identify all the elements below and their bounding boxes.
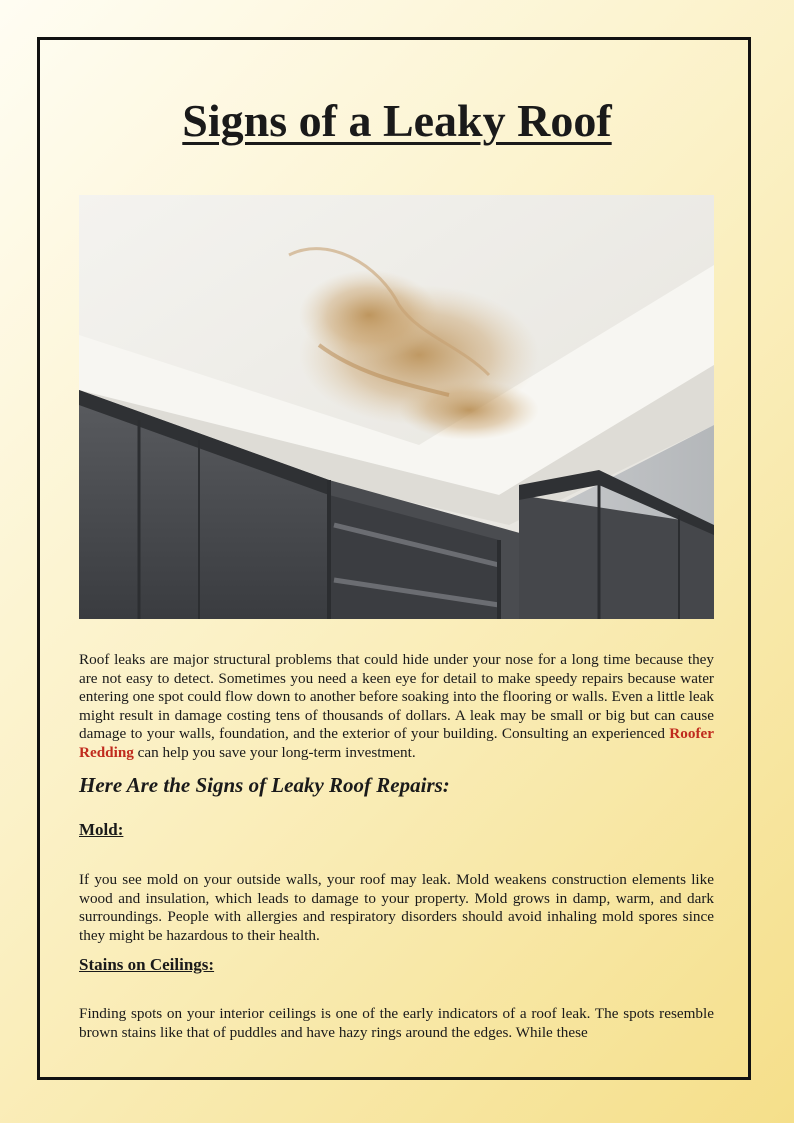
mold-paragraph: If you see mold on your outside walls, your roof may leak. Mold weakens construction elements like wood and insulation, which leads to damage to your property. Mold grows in damp, warm, and dark surroundings. People with allergies and respiratory disorders should avoid inhaling mold spores since they might be hazardous to their health. (79, 871, 714, 944)
stains-paragraph: Finding spots on your interior ceilings is one of the early indicators of a roof leak. The spots resemble brown stains like that of puddles and have hazy rings around the edges. While these (79, 1005, 714, 1041)
page-title: Signs of a Leaky Roof (182, 95, 612, 146)
intro-paragraph (79, 651, 714, 763)
stains-heading: Stains on Ceilings: (79, 955, 215, 974)
water-stained-ceiling-photo (79, 195, 714, 619)
intro-text-start: Roof leaks are major structural problems that could hide under your nose for a long time because they are not easy to detect. Sometimes you need a keen eye for detail to make speedy repairs because water entering one spot could flow down to another before soaking into the flooring or walls. Even a little leak might result in damage costing tens of thousands of dollars. A leak may be small or big but can cause damage to your walls, foundation, and the exterior of your building. Consulting an experienced (79, 651, 714, 743)
signs-heading: Here Are the Signs of Leaky Roof Repairs: (79, 773, 450, 797)
roofer-redding-link[interactable]: Roofer Redding (79, 725, 714, 761)
intro-text-end: can help you save your long-term investment. (133, 743, 416, 761)
mold-heading: Mold: (79, 820, 124, 839)
